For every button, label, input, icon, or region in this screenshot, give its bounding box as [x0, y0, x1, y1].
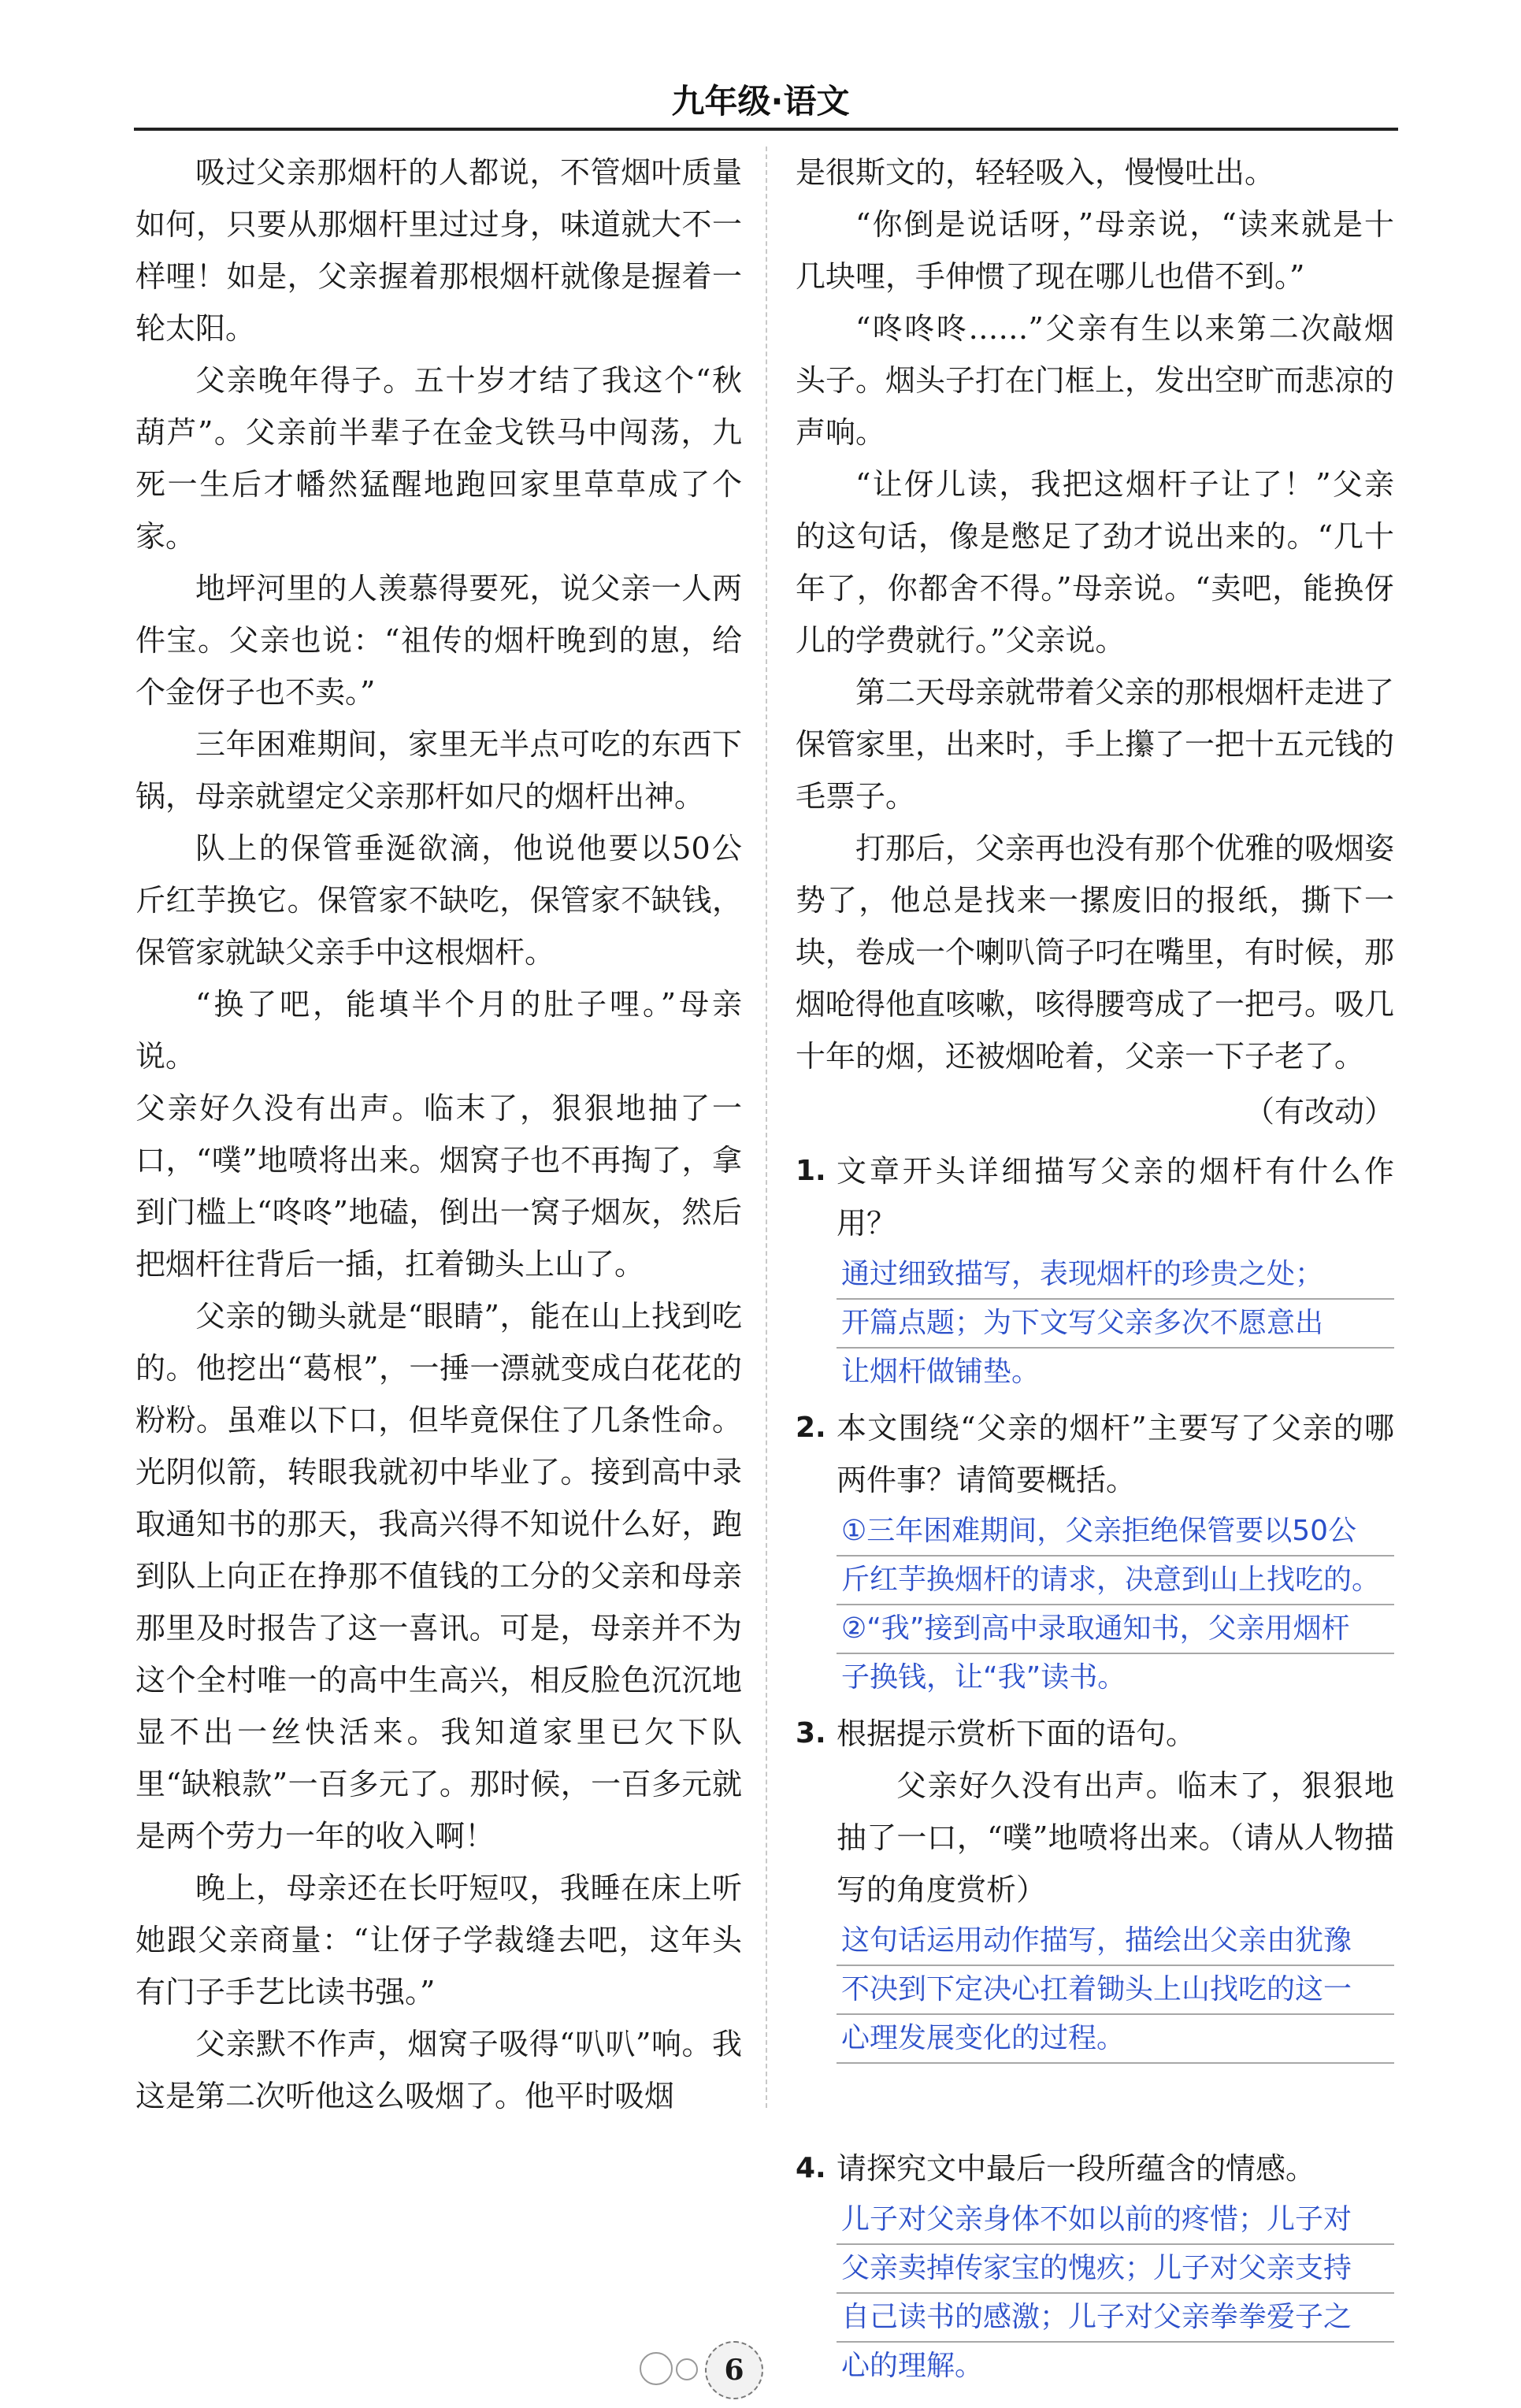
question-number: 2.: [796, 1412, 826, 1444]
article-paragraph: 吸过父亲那烟杆的人都说，不管烟叶质量如何，只要从那烟杆里过过身，味道就大不一样哩！如是，父亲握着那根烟杆就像是握着一轮太阳。: [135, 155, 742, 346]
article-paragraph: 打那后，父亲再也没有那个优雅的吸烟姿势了，他总是找来一摞废旧的报纸，撕下一块，卷成一个喇叭筒子叼在嘴里，有时候，那烟呛得他直咳嗽，咳得腰弯成了一把弓。吸几十年的烟，还被烟呛着，父亲一下子老了。: [796, 831, 1395, 1074]
article-paragraph: 三年困难期间，家里无半点可吃的东西下锅，母亲就望定父亲那杆如尺的烟杆出神。: [135, 727, 742, 814]
answer-line: [837, 2064, 1394, 2111]
answer-line: ①三年困难期间，父亲拒绝保管要以50公: [837, 1508, 1394, 1556]
article-paragraph: 是很斯文的，轻轻吸入，慢慢吐出。: [796, 155, 1275, 190]
answer-line: 自己读书的感激；儿子对父亲拳拳爱子之: [837, 2294, 1394, 2343]
answer-line: 子换钱，让“我”读书。: [841, 1661, 1126, 1694]
answer-line: 这句话运用动作描写，描绘出父亲由犹豫: [837, 1917, 1394, 1966]
article-paragraph: 父亲好久没有出声。临末了，狠狠地抽了一口，“噗”地喷将出来。烟窝子也不再掏了，拿到门槛上“咚咚”地磕，倒出一窝子烟灰，然后把烟杆往背后一插，扛着锄头上山了。: [135, 1091, 742, 1282]
question-item: [796, 1145, 1394, 1396]
answer-line: 心的理解。: [841, 2350, 984, 2382]
question-prompt: 文章开头详细描写父亲的烟杆有什么作用？: [837, 1154, 1394, 1241]
article-paragraph: 父亲默不作声，烟窝子吸得“叭叭”响。我这是第二次听他这么吸烟了。他平时吸烟: [135, 2027, 742, 2113]
article-paragraph: 第二天母亲就带着父亲的那根烟杆走进了保管家里，出来时，手上攥了一把十五元钱的毛票子。: [796, 675, 1395, 814]
article-paragraph: 地坪河里的人羡慕得要死，说父亲一人两件宝。父亲也说：“祖传的烟杆晚到的崽，给个金伢子也不卖。”: [135, 571, 742, 710]
answer-line: 父亲卖掉传家宝的愧疚；儿子对父亲支持: [837, 2245, 1394, 2294]
page-number: 6: [705, 2341, 763, 2399]
answer-line: 儿子对父亲身体不如以前的疼惜；儿子对: [837, 2196, 1394, 2245]
article-paragraph: 晚上，母亲还在长吁短叹，我睡在床上听她跟父亲商量：“让伢子学裁缝去吧，这年头有门子手艺比读书强。”: [135, 1871, 742, 2009]
question-prompt: 本文围绕“父亲的烟杆”主要写了父亲的哪两件事？请简要概括。: [837, 1411, 1394, 1497]
question-item: [796, 2143, 1394, 2390]
answer-line: 心理发展变化的过程。: [837, 2015, 1394, 2064]
article-paragraph: “你倒是说话呀，”母亲说，“读来就是十几块哩，手伸惯了现在哪儿也借不到。”: [796, 207, 1394, 294]
answer-area: [837, 2196, 1394, 2390]
answer-line: 开篇点题；为下文写父亲多次不愿意出: [837, 1300, 1394, 1349]
question-prompt: 根据提示赏析下面的语句。: [837, 1716, 1196, 1751]
answer-line: ②“我”接到高中录取通知书，父亲用烟杆: [837, 1605, 1394, 1654]
left-column: [135, 147, 742, 2122]
article-paragraph: 父亲晚年得子。五十岁才结了我这个“秋葫芦”。父亲前半辈子在金戈铁马中闯荡，九死一生后才幡然猛醒地跑回家里草草成了个家。: [135, 363, 742, 554]
answer-line: 斤红芋换烟杆的请求，决意到山上找吃的。: [837, 1556, 1394, 1605]
column-divider: [766, 147, 767, 2108]
decorative-circle: [640, 2352, 673, 2385]
question-item: [796, 1708, 1394, 2111]
article-paragraph: 父亲的锄头就是“眼睛”，能在山上找到吃的。他挖出“葛根”，一捶一漂就变成白花花的粉粉。虽难以下口，但毕竟保住了几条性命。光阴似箭，转眼我就初中毕业了。接到高中录取通知书的那天，我高兴得不知说什么好，跑到队上向正在挣那不值钱的工分的父亲和母亲那里及时报告了这一喜讯。可是，母亲并不为这个全村唯一的高中生高兴，相反脸色沉沉地显不出一丝快活来。我知道家里已欠下队里“缺粮款”一百多元了。那时候，一百多元就是两个劳力一年的收入啊！: [135, 1299, 742, 1853]
answer-area: [837, 1251, 1394, 1396]
article-paragraph: “咚咚咚……”父亲有生以来第二次敲烟头子。烟头子打在门框上，发出空旷而悲凉的声响。: [796, 311, 1395, 450]
question-number: 3.: [796, 1717, 826, 1749]
question-item: [796, 1402, 1394, 1701]
answer-line: 让烟杆做铺垫。: [841, 1356, 1041, 1388]
question-quote: 父亲好久没有出声。临末了，狠狠地抽了一口，“噗”地喷将出来。（请从人物描写的角度赏析）: [837, 1768, 1394, 1907]
page-header-title: 九年级·语文: [671, 82, 850, 121]
decorative-circle-small: [676, 2358, 698, 2380]
article-paragraph: “让伢儿读，我把这烟杆子让了！”父亲的这句话，像是憋足了劲才说出来的。“几十年了，你都舍不得。”母亲说。“卖吧，能换伢儿的学费就行。”父亲说。: [796, 467, 1394, 658]
answer-area: [837, 1917, 1394, 2111]
source-note: （有改动）: [1244, 1094, 1394, 1129]
question-number: 1.: [796, 1155, 826, 1187]
question-prompt: 请探究文中最后一段所蕴含的情感。: [837, 2151, 1316, 2186]
article-paragraph: 队上的保管垂涎欲滴，他说他要以50公斤红芋换它。保管家不缺吃，保管家不缺钱，保管家就缺父亲手中这根烟杆。: [135, 831, 742, 970]
header-rule: [134, 128, 1398, 131]
question-number: 4.: [796, 2152, 826, 2184]
answer-line: 通过细致描写，表现烟杆的珍贵之处；: [837, 1251, 1394, 1300]
answer-line: 不决到下定决心扛着锄头上山找吃的这一: [837, 1966, 1394, 2015]
answer-area: [837, 1508, 1394, 1701]
right-column: [796, 147, 1394, 2390]
article-paragraph: “换了吧，能填半个月的肚子哩。”母亲说。: [135, 987, 742, 1074]
